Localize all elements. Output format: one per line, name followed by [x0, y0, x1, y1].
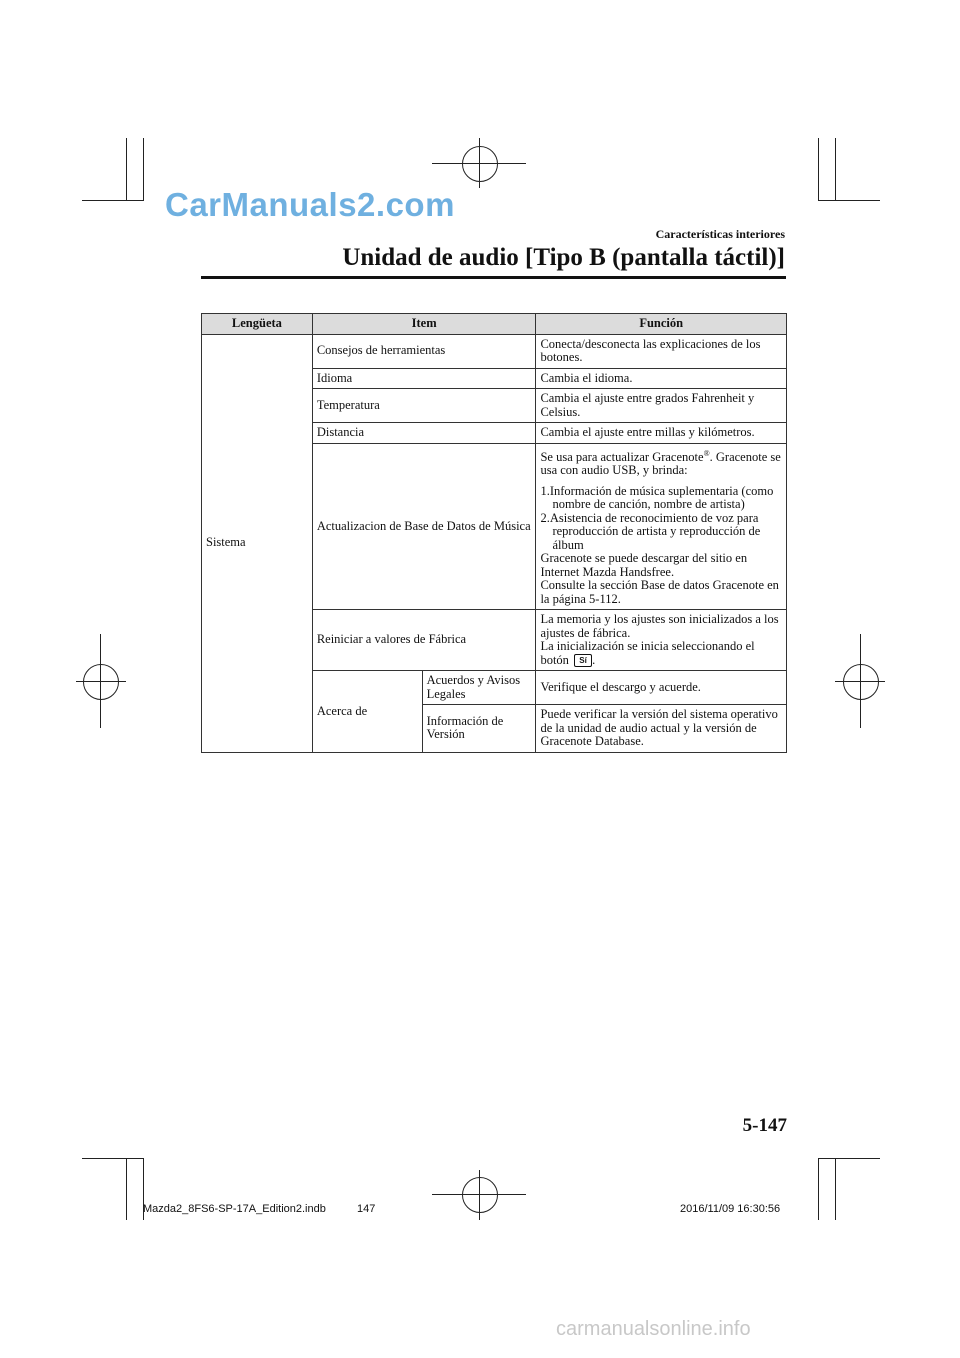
page-title: Unidad de audio [Tipo B (pantalla táctil)] — [342, 244, 785, 271]
registration-mark-icon — [83, 664, 119, 700]
crop-mark — [82, 200, 144, 201]
crop-mark — [143, 138, 144, 200]
item-cell: Temperatura — [312, 389, 536, 423]
item-cell: Actualizacion de Base de Datos de Música — [312, 443, 536, 610]
item-cell: Idioma — [312, 368, 536, 389]
crop-mark — [82, 1158, 144, 1159]
crop-mark — [818, 200, 880, 201]
crop-mark — [835, 681, 885, 682]
footer-page: 147 — [357, 1203, 376, 1215]
watermark-link[interactable]: CarManuals2.com — [165, 186, 455, 223]
sub-item-cell: Información de Versión — [422, 705, 536, 753]
sub-item-cell: Acuerdos y Avisos Legales — [422, 671, 536, 705]
function-cell — [536, 610, 787, 671]
crop-mark — [835, 138, 836, 200]
function-cell: Cambia el ajuste entre millas y kilómetros. — [536, 423, 787, 444]
crop-mark — [432, 1194, 526, 1195]
column-header: Item — [312, 314, 536, 335]
registered-mark: ® — [703, 448, 710, 458]
crop-mark — [818, 1158, 819, 1220]
function-text: Gracenote se puede descargar del sitio en Internet Mazda Handsfree. — [540, 551, 748, 579]
item-cell: Acerca de — [312, 671, 422, 753]
settings-table — [201, 313, 787, 753]
watermark-bottom-link[interactable]: carmanualsonline.info — [556, 1318, 751, 1340]
function-cell: Cambia el ajuste entre grados Fahrenheit y Celsius. — [536, 389, 787, 423]
item-cell: Consejos de herramientas — [312, 334, 536, 368]
function-cell — [536, 443, 787, 610]
item-cell: Distancia — [312, 423, 536, 444]
function-cell: Cambia el idioma. — [536, 368, 787, 389]
function-text: Consulte la sección Base de datos Gracenote en la página 5-112. — [540, 578, 779, 606]
tab-cell: Sistema — [202, 334, 313, 752]
column-header: Lengüeta — [202, 314, 313, 335]
table-header-row — [202, 314, 787, 335]
page-number: 5-147 — [742, 1115, 787, 1136]
function-text: . Gracenote se usa con audio USB, y brinda: — [540, 449, 781, 478]
column-header: Función — [536, 314, 787, 335]
item-cell: Reiniciar a valores de Fábrica — [312, 610, 536, 671]
crop-mark — [126, 1158, 127, 1220]
list-item: 1.Información de música suplementaria (como nombre de canción, nombre de artista) — [540, 483, 774, 512]
footer-filename: Mazda2_8FS6-SP-17A_Edition2.indb — [143, 1203, 326, 1215]
footer-date: 2016/11/09 16:30:56 — [680, 1203, 781, 1215]
registration-mark-icon — [462, 1177, 498, 1213]
function-cell: Verifique el descargo y acuerde. — [536, 671, 787, 705]
list-item: 2.Asistencia de reconocimiento de voz para reproducción de artista y reproducción de álbum — [540, 510, 761, 552]
crop-mark — [432, 163, 526, 164]
crop-mark — [835, 1158, 836, 1220]
registration-mark-icon — [462, 146, 498, 182]
crop-mark — [126, 138, 127, 200]
crop-mark — [76, 681, 126, 682]
table-row — [202, 334, 787, 368]
function-text: La memoria y los ajustes son inicializados a los ajustes de fábrica. — [540, 612, 779, 640]
function-text: . — [592, 652, 596, 667]
crop-mark — [818, 138, 819, 200]
crop-mark — [818, 1158, 880, 1159]
function-text: Se usa para actualizar Gracenote — [540, 449, 704, 464]
crop-mark — [479, 1170, 480, 1220]
function-cell: Conecta/desconecta las explicaciones de los botones. — [536, 334, 787, 368]
section-title: Características interiores — [655, 227, 785, 241]
si-button-icon: Sí — [574, 654, 592, 667]
registration-mark-icon — [843, 664, 879, 700]
function-text: La inicialización se inicia seleccionando el botón — [540, 639, 755, 667]
function-cell: Puede verificar la versión del sistema operativo de la unidad de audio actual y la versión de Gracenote Database. — [536, 705, 787, 753]
header-rule — [201, 276, 786, 279]
